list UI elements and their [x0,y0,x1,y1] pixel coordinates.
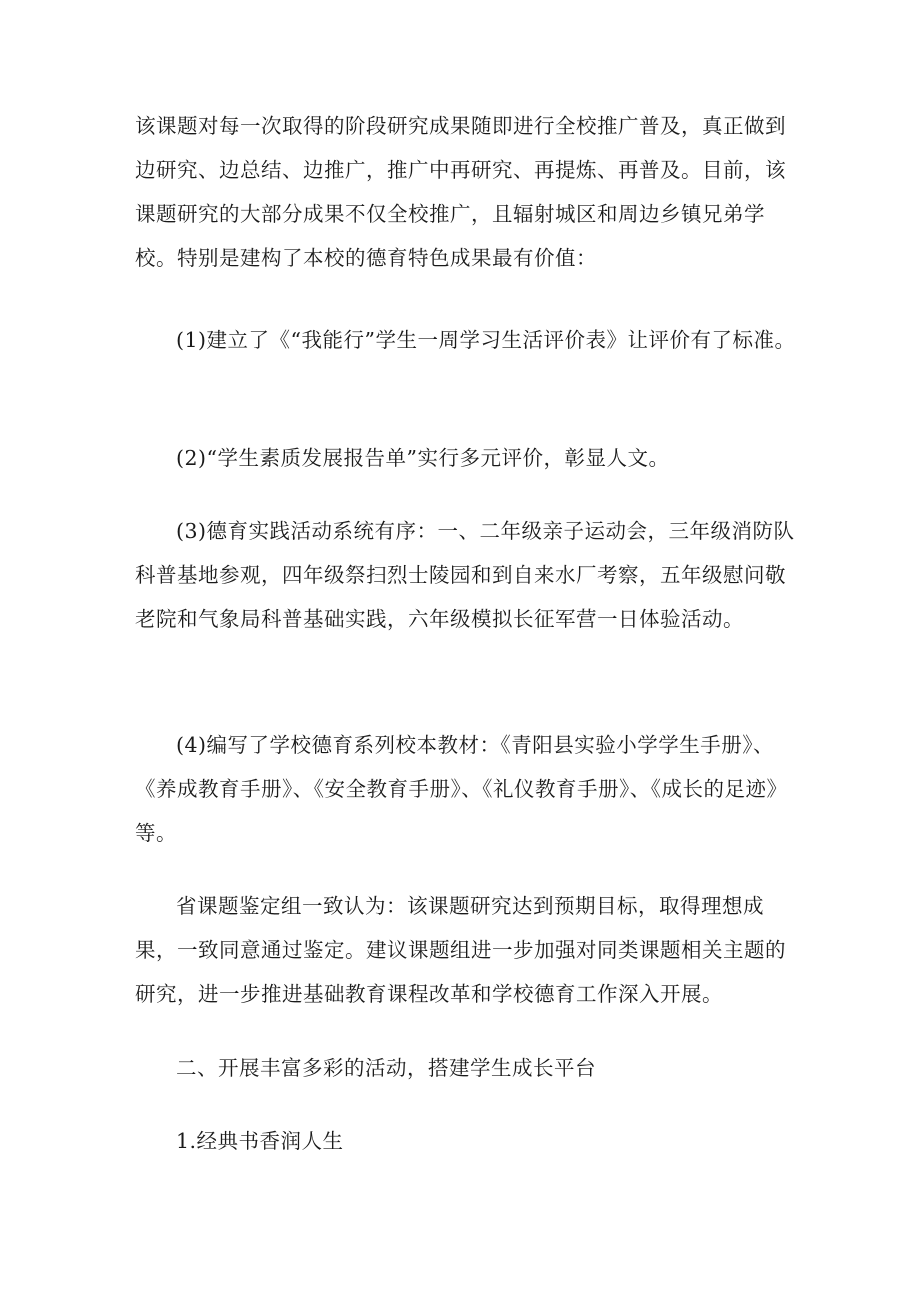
paragraph-item-3: (3)德育实践活动系统有序：一、二年级亲子运动会，三年级消防队科普基地参观，四年级祭扫烈士陵园和到自来水厂考察，五年级慰问敬老院和气象局科普基础实践，六年级模拟长征军营一日体验活动。 [135,519,795,631]
paragraph-summary: 该课题对每一次取得的阶段研究成果随即进行全校推广普及，真正做到边研究、边总结、边推广，推广中再研究、再提炼、再普及。目前，该课题研究的大部分成果不仅全校推广，且辐射城区和周边乡镇兄弟学校。特别是建构了本校的德育特色成果最有价值： [135,114,786,270]
paragraph-evaluation: 省课题鉴定组一致认为：该课题研究达到预期目标，取得理想成果，一致同意通过鉴定。建议课题组进一步加强对同类课题相关主题的研究，进一步推进基础教育课程改革和学校德育工作深入开展。 [135,894,786,1006]
paragraph-item-2: (2)“学生素质发展报告单”实行多元评价，彰显人文。 [176,446,670,470]
subsection-heading: 1.经典书香润人生 [176,1129,344,1153]
section-heading: 二、开展丰富多彩的活动，搭建学生成长平台 [176,1056,596,1080]
paragraph-item-1: (1)建立了《“我能行”学生一周学习生活评价表》让评价有了标准。 [176,328,796,352]
paragraph-item-4: (4)编写了学校德育系列校本教材：《青阳县实验小学学生手册》、《养成教育手册》、《安全教育手册》、《礼仪教育手册》、《成长的足迹》等。 [135,733,788,845]
